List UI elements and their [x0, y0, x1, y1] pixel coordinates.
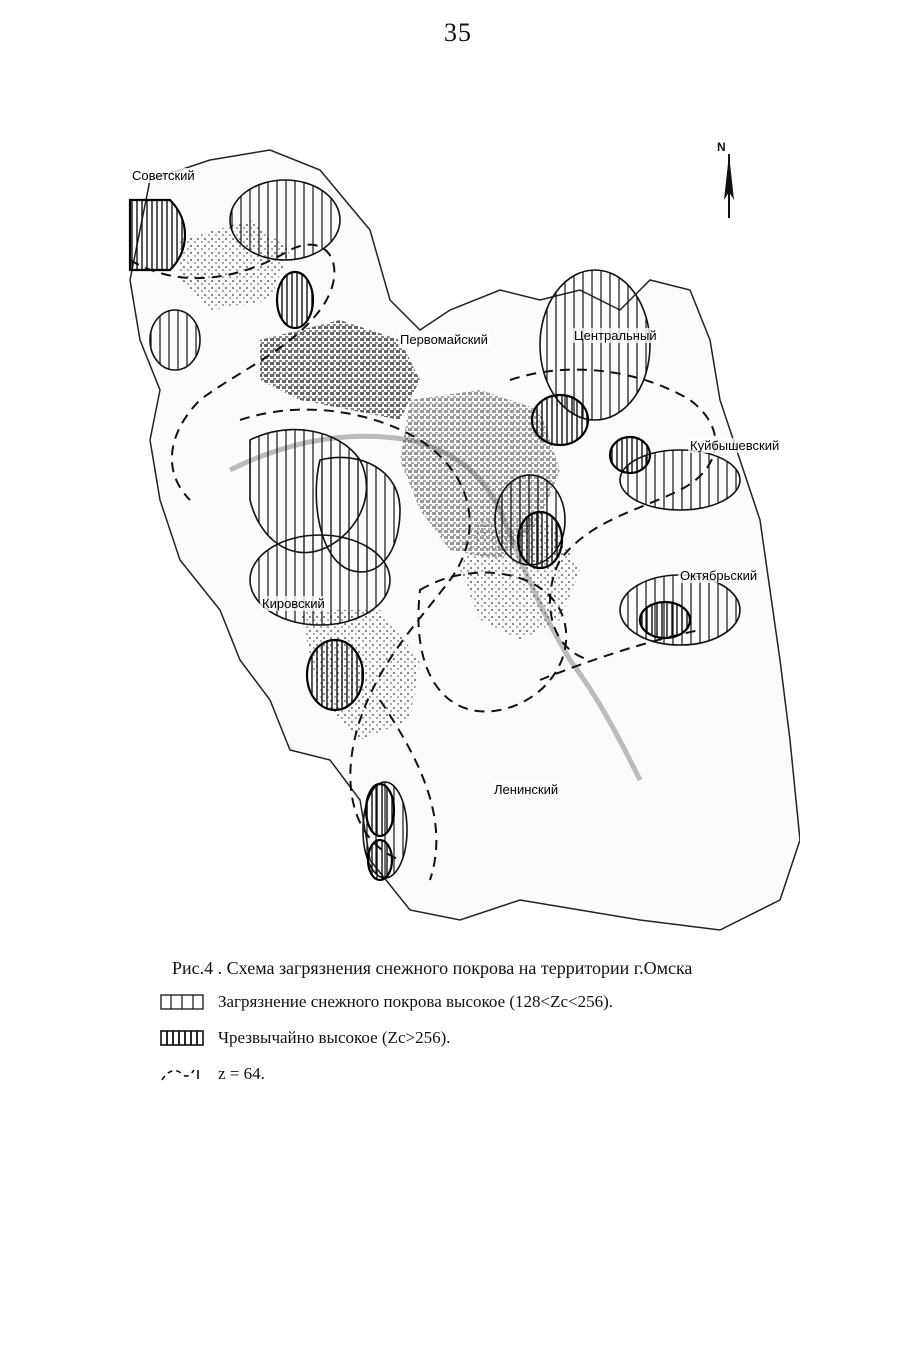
- omsk-pollution-map: [120, 140, 800, 940]
- district-label-kuibyshevsky: Куйбышевский: [690, 438, 780, 453]
- dense-vertical-hatch-icon: [160, 1030, 204, 1046]
- legend-text-extreme: Чрезвычайно высокое (Zc>256).: [218, 1028, 451, 1047]
- district-label-leninsky: Ленинский: [494, 782, 559, 797]
- legend-item-extreme: [160, 1028, 451, 1048]
- figure-caption-prefix: Рис.4: [172, 958, 214, 978]
- page-number: 35: [444, 18, 472, 47]
- district-label-pervomaisky: Первомайский: [400, 332, 488, 347]
- district-label-kirovsky: Кировский: [262, 596, 325, 611]
- legend-text-isoline: z = 64.: [218, 1064, 265, 1083]
- north-label: N: [717, 140, 726, 154]
- legend-item-isoline: [160, 1064, 265, 1084]
- dashed-isoline-icon: [160, 1066, 204, 1082]
- district-label-oktyabrsky: Октябрьский: [680, 568, 758, 583]
- district-label-sovetsky: Советский: [132, 168, 195, 183]
- legend-item-high: [160, 992, 613, 1012]
- map-drawing: [120, 140, 800, 940]
- legend-text-high: Загрязнение снежного покрова высокое (128<Zc<256).: [218, 992, 614, 1011]
- figure-caption: [172, 958, 692, 979]
- district-label-tsentralny: Центральный: [574, 328, 657, 343]
- figure-caption-title: . Схема загрязнения снежного покрова на территории г.Омска: [217, 958, 693, 978]
- sparse-vertical-hatch-icon: [160, 994, 204, 1010]
